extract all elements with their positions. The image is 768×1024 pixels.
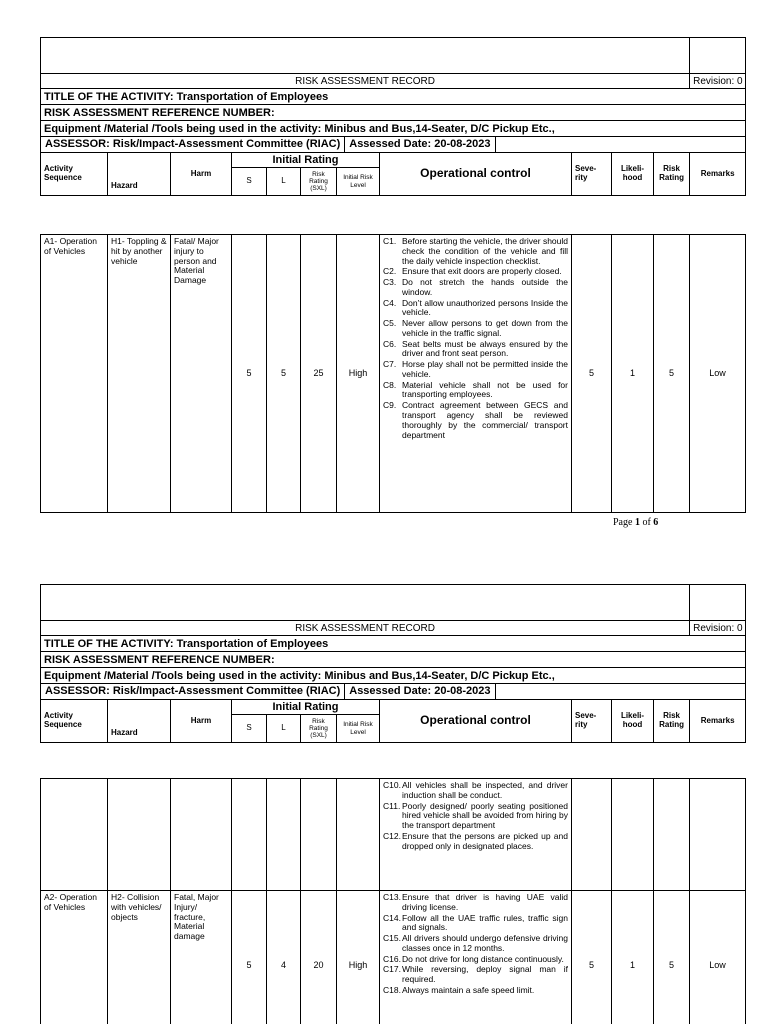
activity-cell: A2- Operation of Vehicles bbox=[41, 891, 108, 1024]
level-cell: High bbox=[337, 235, 380, 513]
risk-table bbox=[40, 234, 746, 513]
harm-cell: Fatal, Major Injury/ fracture, Material damage bbox=[171, 891, 232, 1024]
control-item: C6. Seat belts must be always ensured by the driver and front seat person. bbox=[383, 338, 568, 359]
risk-rating-cell: 5 bbox=[654, 235, 690, 513]
col-activity-sequence: Activity Sequence bbox=[41, 153, 108, 196]
rr-cell: 20 bbox=[301, 891, 337, 1024]
control-item: C11. Poorly designed/ poorly seating positioned hired vehicle shall be avoided from hiring by the transport department bbox=[383, 800, 568, 831]
col-l: L bbox=[267, 715, 301, 743]
control-item: C1. Before starting the vehicle, the driver should check the condition of the vehicle and fill the daily vehicle inspection checklist. bbox=[383, 236, 568, 266]
record-title: RISK ASSESSMENT RECORD bbox=[41, 74, 690, 89]
col-risk-rating: Risk Rating bbox=[654, 700, 690, 743]
control-item: C15. All drivers should undergo defensive driving classes once in 12 months. bbox=[383, 933, 568, 953]
col-initial-rating: Initial Rating bbox=[232, 153, 380, 168]
assessor: ASSESSOR: Risk/Impact-Assessment Committee (RIAC) bbox=[41, 137, 345, 152]
col-initial-risk-level: Initial Risk Level bbox=[337, 715, 380, 743]
col-harm: Harm bbox=[171, 153, 232, 196]
control-item: C4. Don’t allow unauthorized persons Inside the vehicle. bbox=[383, 297, 568, 318]
control-item: C16. Do not drive for long distance continuously. bbox=[383, 953, 564, 964]
s-cell: 5 bbox=[232, 891, 267, 1024]
col-likelihood: Likeli-hood bbox=[612, 153, 654, 196]
controls-cell bbox=[380, 779, 572, 891]
control-item: C7. Horse play shall not be permitted inside the vehicle. bbox=[383, 359, 568, 379]
col-initial-rating: Initial Rating bbox=[232, 700, 380, 715]
hazard-cell: H2- Collision with vehicles/ objects bbox=[108, 891, 171, 1024]
page-number: Page 1 of 6 bbox=[613, 517, 659, 528]
risk-rating-cell: 5 bbox=[654, 891, 690, 1024]
col-operational-control: Operational control bbox=[380, 700, 572, 743]
control-item: C9. Contract agreement between GECS and transport agency shall be reviewed thoroughly by the commercial/ transport department bbox=[383, 400, 568, 440]
record-title: RISK ASSESSMENT RECORD bbox=[41, 621, 690, 636]
reference-number: RISK ASSESSMENT REFERENCE NUMBER: bbox=[41, 105, 746, 121]
col-severity: Seve-rity bbox=[572, 700, 612, 743]
severity-cell: 5 bbox=[572, 891, 612, 1024]
control-item: C12. Ensure that the persons are picked up and dropped only in designated places. bbox=[383, 830, 568, 851]
header-table bbox=[40, 37, 746, 196]
control-item: C3. Do not stretch the hands outside the window. bbox=[383, 277, 568, 297]
control-item: C5. Never allow persons to get down from the vehicle in the traffic signal. bbox=[383, 318, 568, 338]
logo-side-box bbox=[690, 38, 746, 74]
rr-cell: 25 bbox=[301, 235, 337, 513]
col-likelihood: Likeli-hood bbox=[612, 700, 654, 743]
revision: Revision: 0 bbox=[690, 74, 746, 89]
col-hazard: Hazard bbox=[108, 153, 171, 196]
logo-area bbox=[41, 585, 690, 621]
col-initial-risk-level: Initial Risk Level bbox=[337, 168, 380, 196]
control-item: C13. Ensure that driver is having UAE valid driving license. bbox=[383, 892, 568, 912]
col-l: L bbox=[267, 168, 301, 196]
activity-title: TITLE OF THE ACTIVITY: Transportation of Employees bbox=[41, 89, 746, 105]
assessed-date: Assessed Date: 20-08-2023 bbox=[345, 684, 495, 699]
assessed-date: Assessed Date: 20-08-2023 bbox=[345, 137, 495, 152]
severity-cell: 5 bbox=[572, 235, 612, 513]
table-row bbox=[41, 779, 746, 891]
assessor: ASSESSOR: Risk/Impact-Assessment Committee (RIAC) bbox=[41, 684, 345, 699]
remarks-cell: Low bbox=[690, 891, 746, 1024]
s-cell: 5 bbox=[232, 235, 267, 513]
harm-cell: Fatal/ Major injury to person and Material Damage bbox=[171, 235, 232, 513]
col-hazard: Hazard bbox=[108, 700, 171, 743]
likelihood-cell: 1 bbox=[612, 891, 654, 1024]
header-table bbox=[40, 584, 746, 743]
control-item: C10. All vehicles shall be inspected, and driver induction shall be conduct. bbox=[383, 780, 568, 800]
control-item: C2. Ensure that exit doors are properly closed. bbox=[383, 266, 562, 277]
controls-cell bbox=[380, 891, 572, 1024]
remarks-cell: Low bbox=[690, 235, 746, 513]
col-harm: Harm bbox=[171, 700, 232, 743]
col-operational-control: Operational control bbox=[380, 153, 572, 196]
control-item: C18. Always maintain a safe speed limit. bbox=[383, 984, 535, 995]
col-risk-rating: Risk Rating bbox=[654, 153, 690, 196]
reference-number: RISK ASSESSMENT REFERENCE NUMBER: bbox=[41, 652, 746, 668]
activity-cell: A1- Operation of Vehicles bbox=[41, 235, 108, 513]
col-s: S bbox=[232, 715, 267, 743]
l-cell: 5 bbox=[267, 235, 301, 513]
col-severity: Seve-rity bbox=[572, 153, 612, 196]
activity-title: TITLE OF THE ACTIVITY: Transportation of Employees bbox=[41, 636, 746, 652]
page-2 bbox=[0, 584, 768, 1024]
col-remarks: Remarks bbox=[690, 700, 746, 743]
col-risk-rating-sxl: Risk Rating (SXL) bbox=[301, 715, 337, 743]
controls-cell bbox=[380, 235, 572, 513]
col-remarks: Remarks bbox=[690, 153, 746, 196]
logo-side-box bbox=[690, 585, 746, 621]
control-item: C17. While reversing, deploy signal man if required. bbox=[383, 964, 568, 985]
control-item: C8. Material vehicle shall not be used for transporting employees. bbox=[383, 379, 568, 400]
control-item: C14. Follow all the UAE traffic rules, traffic sign and signals. bbox=[383, 912, 568, 933]
equipment: Equipment /Material /Tools being used in the activity: Minibus and Bus,14-Seater, D/C Pickup Etc., bbox=[41, 121, 746, 137]
equipment: Equipment /Material /Tools being used in the activity: Minibus and Bus,14-Seater, D/C Pickup Etc., bbox=[41, 668, 746, 684]
likelihood-cell: 1 bbox=[612, 235, 654, 513]
table-row bbox=[41, 891, 746, 1024]
hazard-cell: H1- Toppling & hit by another vehicle bbox=[108, 235, 171, 513]
l-cell: 4 bbox=[267, 891, 301, 1024]
level-cell: High bbox=[337, 891, 380, 1024]
col-s: S bbox=[232, 168, 267, 196]
revision: Revision: 0 bbox=[690, 621, 746, 636]
col-activity-sequence: Activity Sequence bbox=[41, 700, 108, 743]
table-row bbox=[41, 235, 746, 513]
col-risk-rating-sxl: Risk Rating (SXL) bbox=[301, 168, 337, 196]
logo-area bbox=[41, 38, 690, 74]
risk-table bbox=[40, 778, 746, 1024]
